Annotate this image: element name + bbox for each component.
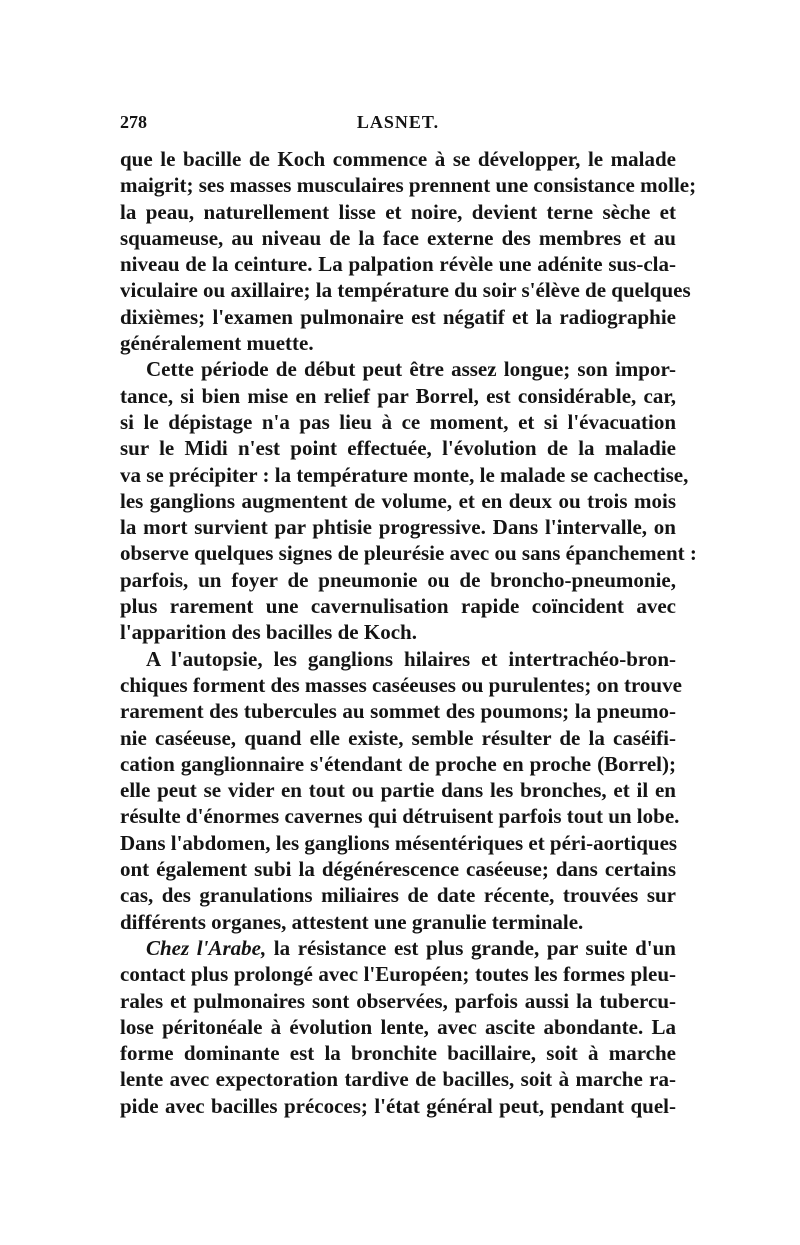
text-line: va se précipiter : la température monte, le malade se cachectise, <box>120 462 689 487</box>
first-line-rest: la résistance est plus grande, par suite d'un <box>266 935 676 960</box>
running-head: LASNET. <box>356 112 440 132</box>
paragraph-2 <box>120 356 697 645</box>
text-line: si le dépistage n'a pas lieu à ce moment, et si l'évacuation <box>120 409 676 434</box>
page-header <box>120 112 676 146</box>
text-line: nie caséeuse, quand elle existe, semble résulter de la caséifi- <box>120 725 676 750</box>
text-line: A l'autopsie, les ganglions hilaires et intertrachéo-bron- <box>146 646 676 671</box>
text-line: niveau de la ceinture. La palpation révèle une adénite sus-cla- <box>120 252 676 277</box>
page-body <box>120 146 697 1119</box>
text-line: la peau, naturellement lisse et noire, devient terne sèche et <box>120 199 676 224</box>
text-line: squameuse, au niveau de la face externe des membres et au <box>120 225 676 250</box>
text-line: que le bacille de Koch commence à se développer, le malade <box>120 147 676 171</box>
text-line: dixièmes; l'examen pulmonaire est négatif et la radiographie <box>120 304 676 329</box>
text-line: maigrit; ses masses musculaires prennent une consistance molle; <box>120 173 697 198</box>
text-line: Cette période de début peut être assez longue; son impor- <box>146 357 676 382</box>
book-page <box>120 112 697 1119</box>
text-line: sur le Midi n'est point effectuée, l'évolution de la maladie <box>120 436 676 461</box>
paragraph-4 <box>120 935 676 1119</box>
text-line: plus rarement une cavernulisation rapide coïncident avec <box>120 594 676 619</box>
text-line: la mort survient par phtisie progressive. Dans l'intervalle, on <box>120 515 676 540</box>
text-line: différents organes, attestent une granulie terminale. <box>120 909 584 934</box>
text-line: résulte d'énormes cavernes qui détruisent parfois tout un lobe. <box>120 804 680 829</box>
text-line: rarement des tubercules au sommet des poumons; la pneumo- <box>120 699 676 724</box>
text-line: cation ganglionnaire s'étendant de proche en proche (Borrel); <box>120 751 676 776</box>
text-line: ont également subi la dégénérescence caséeuse; dans certains <box>120 857 676 882</box>
text-line: l'apparition des bacilles de Koch. <box>120 620 417 645</box>
text-line: viculaire ou axillaire; la température du soir s'élève de quelques <box>120 278 691 303</box>
text-line: lente avec expectoration tardive de bacilles, soit à marche ra- <box>120 1067 676 1092</box>
text-line <box>120 935 676 961</box>
text-line: rales et pulmonaires sont observées, parfois aussi la tubercu- <box>120 988 676 1013</box>
text-line: les ganglions augmentent de volume, et en deux ou trois mois <box>120 488 676 513</box>
text-line: forme dominante est la bronchite bacillaire, soit à marche <box>120 1041 676 1066</box>
text-line: généralement muette. <box>120 331 314 356</box>
text-line: contact plus prolongé avec l'Européen; toutes les formes pleu- <box>120 962 676 987</box>
text-line: parfois, un foyer de pneumonie ou de broncho-pneumonie, <box>120 567 676 592</box>
italic-lead: Chez l'Arabe, <box>146 935 267 960</box>
text-line: elle peut se vider en tout ou partie dans les bronches, et il en <box>120 778 676 803</box>
text-line: tance, si bien mise en relief par Borrel, est considérable, car, <box>120 383 676 408</box>
paragraph-3 <box>120 646 682 935</box>
text-line: observe quelques signes de pleurésie avec ou sans épanchement : <box>120 541 697 566</box>
paragraph-1 <box>120 146 697 356</box>
text-line: cas, des granulations miliaires de date récente, trouvées sur <box>120 883 676 908</box>
text-line: lose péritonéale à évolution lente, avec ascite abondante. La <box>120 1014 676 1039</box>
text-line: Dans l'abdomen, les ganglions mésentériques et péri-aortiques <box>120 830 678 855</box>
text-line: chiques forment des masses caséeuses ou purulentes; on trouve <box>120 672 682 697</box>
text-line: pide avec bacilles précoces; l'état général peut, pendant quel- <box>120 1093 676 1118</box>
page-number: 278 <box>120 112 147 132</box>
